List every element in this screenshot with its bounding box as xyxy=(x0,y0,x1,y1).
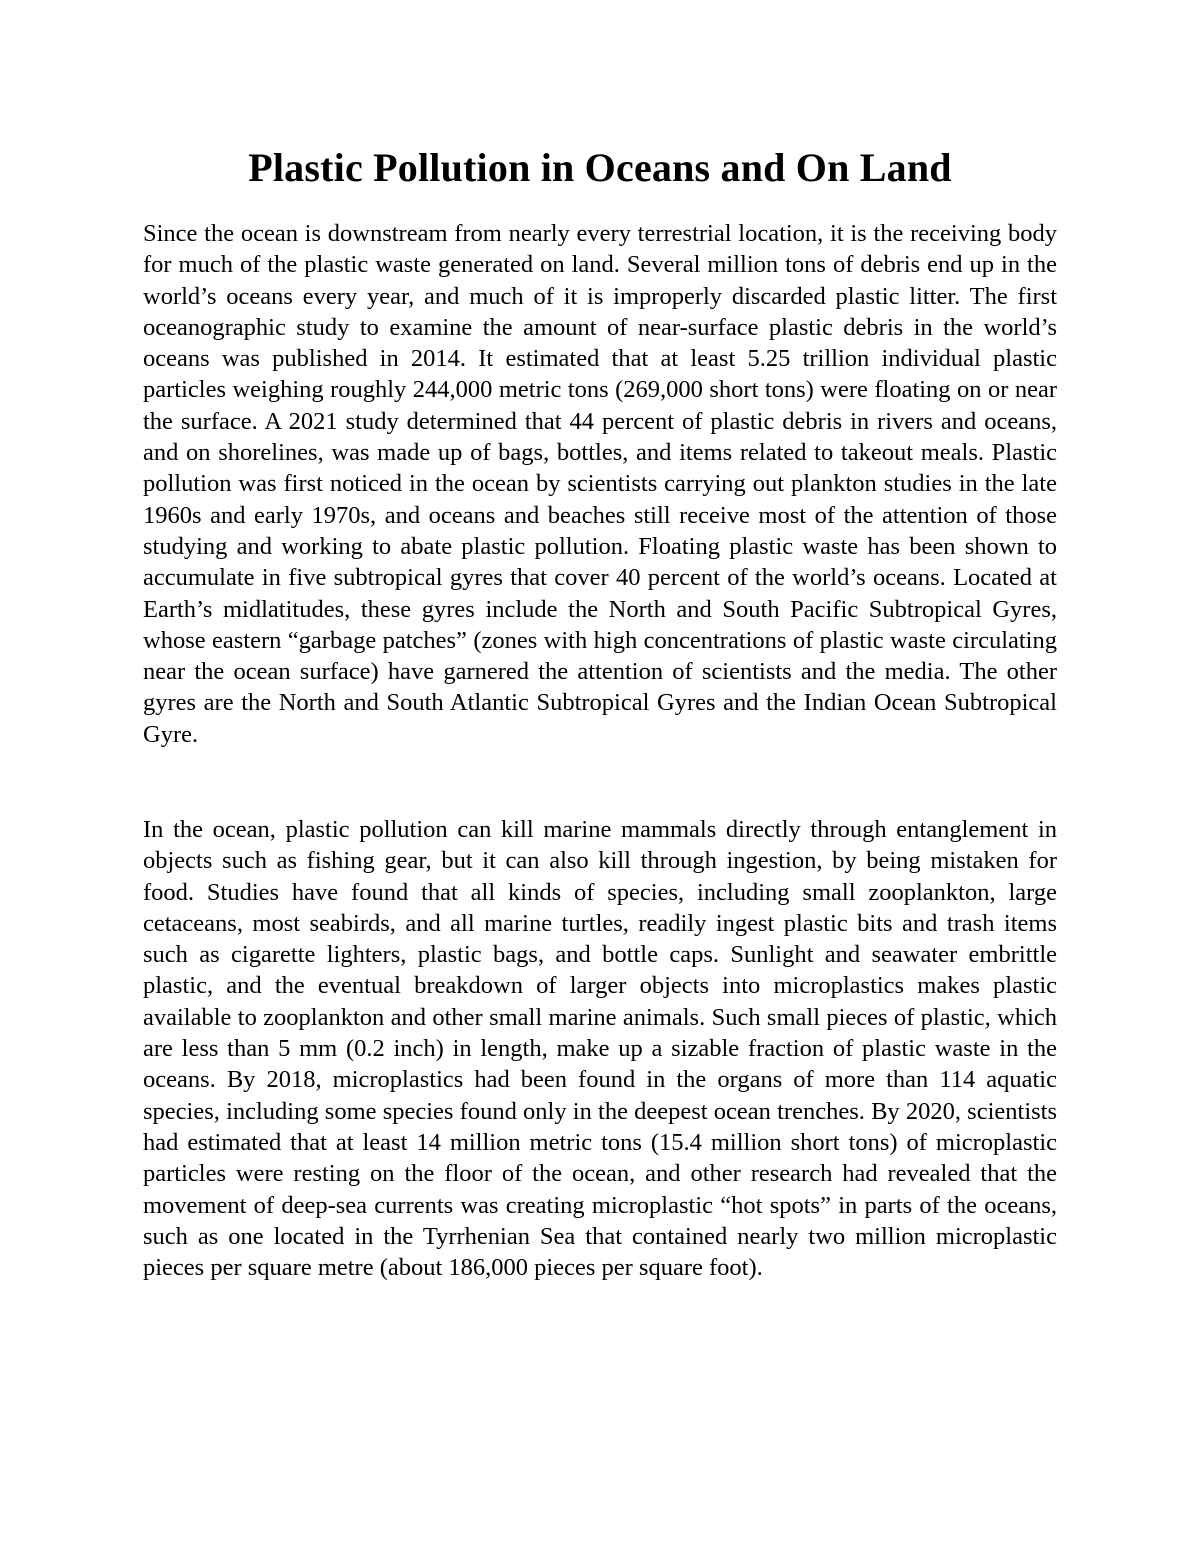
page-title: Plastic Pollution in Oceans and On Land xyxy=(248,145,952,190)
paragraph-ocean-plastic-overview: Since the ocean is downstream from nearly every terrestrial location, it is the receiving body for much of the plastic waste generated on land. Several million tons of debris end up in the world’s oceans every year, and much of it is improperly discarded plastic litter. The first oceanographic study to examine the amount of near-surface plastic debris in the world’s oceans was published in 2014. It estimated that at least 5.25 trillion individual plastic particles weighing roughly 244,000 metric tons (269,000 short tons) were floating on or near the surface. A 2021 study determined that 44 percent of plastic debris in rivers and oceans, and on shorelines, was made up of bags, bottles, and items related to takeout meals. Plastic pollution was first noticed in the ocean by scientists carrying out plankton studies in the late 1960s and early 1970s, and oceans and beaches still receive most of the attention of those studying and working to abate plastic pollution. Floating plastic waste has been shown to accumulate in five subtropical gyres that cover 40 percent of the world’s oceans. Located at Earth’s midlatitudes, these gyres include the North and South Pacific Subtropical Gyres, whose eastern “garbage patches” (zones with high concentrations of plastic waste circulating near the ocean surface) have garnered the attention of scientists and the media. The other gyres are the North and South Atlantic Subtropical Gyres and the Indian Ocean Subtropical Gyre. xyxy=(143,220,1057,748)
paragraph-marine-life-impact: In the ocean, plastic pollution can kill marine mammals directly through entanglement in objects such as fishing gear, but it can also kill through ingestion, by being mistaken for food. Studies have found that all kinds of species, including small zooplankton, large cetaceans, most seabirds, and all marine turtles, readily ingest plastic bits and trash items such as cigarette lighters, plastic bags, and bottle caps. Sunlight and seawater embrittle plastic, and the eventual breakdown of larger objects into microplastics makes plastic available to zooplankton and other small marine animals. Such small pieces of plastic, which are less than 5 mm (0.2 inch) in length, make up a sizable fraction of plastic waste in the oceans. By 2018, microplastics had been found in the organs of more than 114 aquatic species, including some species found only in the deepest ocean trenches. By 2020, scientists had estimated that at least 14 million metric tons (15.4 million short tons) of microplastic particles were resting on the floor of the ocean, and other research had revealed that the movement of deep-sea currents was creating microplastic “hot spots” in parts of the oceans, such as one located in the Tyrrhenian Sea that contained nearly two million microplastic pieces per square metre (about 186,000 pieces per square foot). xyxy=(143,816,1057,1282)
